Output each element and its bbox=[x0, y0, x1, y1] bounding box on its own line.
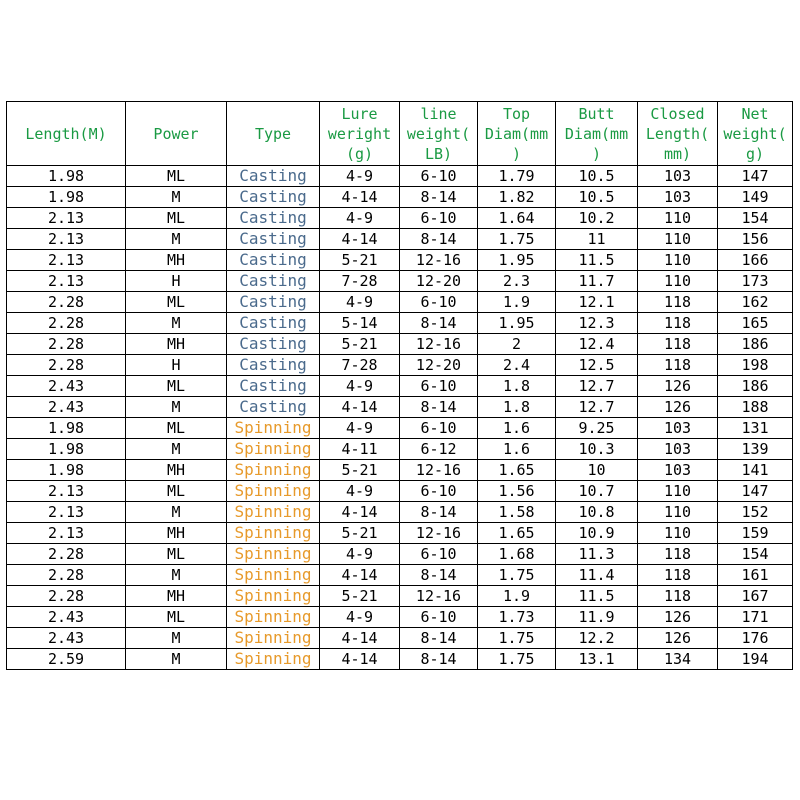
length-cell: 1.98 bbox=[7, 439, 126, 460]
line-weight-cell: 8-14 bbox=[400, 565, 478, 586]
header-lure-weight: Lure weright (g) bbox=[320, 102, 400, 166]
length-cell: 2.28 bbox=[7, 544, 126, 565]
lure-weight-cell: 4-14 bbox=[320, 649, 400, 670]
lure-weight-cell: 4-9 bbox=[320, 376, 400, 397]
butt-diameter-cell: 12.7 bbox=[556, 376, 638, 397]
power-cell: M bbox=[126, 313, 227, 334]
header-power: Power bbox=[126, 102, 227, 166]
top-diameter-cell: 1.8 bbox=[478, 376, 556, 397]
length-cell: 2.59 bbox=[7, 649, 126, 670]
closed-length-cell: 110 bbox=[638, 523, 718, 544]
type-cell: Spinning bbox=[227, 628, 320, 649]
lure-weight-cell: 5-21 bbox=[320, 334, 400, 355]
butt-diameter-cell: 10.9 bbox=[556, 523, 638, 544]
top-diameter-cell: 1.95 bbox=[478, 313, 556, 334]
net-weight-cell: 198 bbox=[718, 355, 793, 376]
table-row bbox=[7, 271, 793, 292]
net-weight-cell: 161 bbox=[718, 565, 793, 586]
type-cell: Spinning bbox=[227, 544, 320, 565]
table-row bbox=[7, 460, 793, 481]
table-row bbox=[7, 376, 793, 397]
table-row bbox=[7, 250, 793, 271]
net-weight-cell: 141 bbox=[718, 460, 793, 481]
top-diameter-cell: 1.6 bbox=[478, 439, 556, 460]
top-diameter-cell: 1.64 bbox=[478, 208, 556, 229]
top-diameter-cell: 2.4 bbox=[478, 355, 556, 376]
type-cell: Spinning bbox=[227, 418, 320, 439]
power-cell: MH bbox=[126, 460, 227, 481]
table-row bbox=[7, 355, 793, 376]
line-weight-cell: 8-14 bbox=[400, 313, 478, 334]
closed-length-cell: 118 bbox=[638, 586, 718, 607]
table-row bbox=[7, 166, 793, 187]
table-row bbox=[7, 313, 793, 334]
table-row bbox=[7, 523, 793, 544]
net-weight-cell: 156 bbox=[718, 229, 793, 250]
top-diameter-cell: 1.79 bbox=[478, 166, 556, 187]
power-cell: ML bbox=[126, 166, 227, 187]
lure-weight-cell: 4-14 bbox=[320, 229, 400, 250]
closed-length-cell: 118 bbox=[638, 313, 718, 334]
line-weight-cell: 8-14 bbox=[400, 628, 478, 649]
closed-length-cell: 118 bbox=[638, 544, 718, 565]
type-cell: Casting bbox=[227, 271, 320, 292]
header-row bbox=[7, 102, 793, 166]
length-cell: 2.43 bbox=[7, 376, 126, 397]
butt-diameter-cell: 11.9 bbox=[556, 607, 638, 628]
net-weight-cell: 147 bbox=[718, 481, 793, 502]
net-weight-cell: 139 bbox=[718, 439, 793, 460]
power-cell: M bbox=[126, 229, 227, 250]
header-length: Length(M) bbox=[7, 102, 126, 166]
closed-length-cell: 134 bbox=[638, 649, 718, 670]
line-weight-cell: 12-16 bbox=[400, 334, 478, 355]
line-weight-cell: 8-14 bbox=[400, 502, 478, 523]
lure-weight-cell: 4-9 bbox=[320, 418, 400, 439]
type-cell: Spinning bbox=[227, 481, 320, 502]
net-weight-cell: 154 bbox=[718, 208, 793, 229]
length-cell: 2.43 bbox=[7, 397, 126, 418]
top-diameter-cell: 1.82 bbox=[478, 187, 556, 208]
top-diameter-cell: 1.56 bbox=[478, 481, 556, 502]
closed-length-cell: 103 bbox=[638, 166, 718, 187]
net-weight-cell: 162 bbox=[718, 292, 793, 313]
net-weight-cell: 171 bbox=[718, 607, 793, 628]
power-cell: M bbox=[126, 439, 227, 460]
closed-length-cell: 126 bbox=[638, 397, 718, 418]
lure-weight-cell: 4-9 bbox=[320, 208, 400, 229]
butt-diameter-cell: 12.7 bbox=[556, 397, 638, 418]
closed-length-cell: 103 bbox=[638, 418, 718, 439]
line-weight-cell: 6-10 bbox=[400, 208, 478, 229]
type-cell: Spinning bbox=[227, 439, 320, 460]
power-cell: MH bbox=[126, 586, 227, 607]
table-row bbox=[7, 502, 793, 523]
closed-length-cell: 103 bbox=[638, 439, 718, 460]
butt-diameter-cell: 9.25 bbox=[556, 418, 638, 439]
line-weight-cell: 12-16 bbox=[400, 523, 478, 544]
type-cell: Casting bbox=[227, 334, 320, 355]
power-cell: ML bbox=[126, 607, 227, 628]
butt-diameter-cell: 12.3 bbox=[556, 313, 638, 334]
length-cell: 2.28 bbox=[7, 292, 126, 313]
power-cell: ML bbox=[126, 544, 227, 565]
net-weight-cell: 165 bbox=[718, 313, 793, 334]
closed-length-cell: 110 bbox=[638, 271, 718, 292]
type-cell: Spinning bbox=[227, 649, 320, 670]
length-cell: 2.13 bbox=[7, 208, 126, 229]
type-cell: Spinning bbox=[227, 586, 320, 607]
butt-diameter-cell: 11.4 bbox=[556, 565, 638, 586]
rod-spec-table bbox=[6, 101, 793, 670]
lure-weight-cell: 4-14 bbox=[320, 628, 400, 649]
lure-weight-cell: 4-9 bbox=[320, 166, 400, 187]
table-row bbox=[7, 481, 793, 502]
type-cell: Spinning bbox=[227, 460, 320, 481]
length-cell: 2.13 bbox=[7, 229, 126, 250]
lure-weight-cell: 7-28 bbox=[320, 271, 400, 292]
length-cell: 2.28 bbox=[7, 586, 126, 607]
line-weight-cell: 8-14 bbox=[400, 229, 478, 250]
table-row bbox=[7, 187, 793, 208]
butt-diameter-cell: 11 bbox=[556, 229, 638, 250]
type-cell: Casting bbox=[227, 313, 320, 334]
table-row bbox=[7, 418, 793, 439]
table-row bbox=[7, 544, 793, 565]
table-row bbox=[7, 208, 793, 229]
butt-diameter-cell: 12.4 bbox=[556, 334, 638, 355]
closed-length-cell: 110 bbox=[638, 481, 718, 502]
type-cell: Casting bbox=[227, 355, 320, 376]
type-cell: Spinning bbox=[227, 502, 320, 523]
top-diameter-cell: 1.58 bbox=[478, 502, 556, 523]
closed-length-cell: 110 bbox=[638, 229, 718, 250]
table-row bbox=[7, 229, 793, 250]
power-cell: M bbox=[126, 649, 227, 670]
line-weight-cell: 6-10 bbox=[400, 607, 478, 628]
closed-length-cell: 103 bbox=[638, 187, 718, 208]
closed-length-cell: 126 bbox=[638, 376, 718, 397]
net-weight-cell: 167 bbox=[718, 586, 793, 607]
net-weight-cell: 154 bbox=[718, 544, 793, 565]
header-line-weight: line weight( LB) bbox=[400, 102, 478, 166]
line-weight-cell: 6-10 bbox=[400, 481, 478, 502]
closed-length-cell: 126 bbox=[638, 628, 718, 649]
table-body bbox=[7, 166, 793, 670]
butt-diameter-cell: 12.1 bbox=[556, 292, 638, 313]
line-weight-cell: 8-14 bbox=[400, 187, 478, 208]
table-row bbox=[7, 649, 793, 670]
line-weight-cell: 6-10 bbox=[400, 376, 478, 397]
net-weight-cell: 159 bbox=[718, 523, 793, 544]
lure-weight-cell: 5-14 bbox=[320, 313, 400, 334]
top-diameter-cell: 1.75 bbox=[478, 649, 556, 670]
power-cell: M bbox=[126, 397, 227, 418]
length-cell: 1.98 bbox=[7, 166, 126, 187]
lure-weight-cell: 4-14 bbox=[320, 397, 400, 418]
line-weight-cell: 6-12 bbox=[400, 439, 478, 460]
butt-diameter-cell: 10.7 bbox=[556, 481, 638, 502]
power-cell: MH bbox=[126, 334, 227, 355]
table-row bbox=[7, 292, 793, 313]
top-diameter-cell: 1.75 bbox=[478, 565, 556, 586]
lure-weight-cell: 4-14 bbox=[320, 502, 400, 523]
net-weight-cell: 152 bbox=[718, 502, 793, 523]
top-diameter-cell: 1.75 bbox=[478, 229, 556, 250]
line-weight-cell: 8-14 bbox=[400, 649, 478, 670]
length-cell: 2.13 bbox=[7, 271, 126, 292]
butt-diameter-cell: 10.5 bbox=[556, 187, 638, 208]
table-row bbox=[7, 607, 793, 628]
closed-length-cell: 126 bbox=[638, 607, 718, 628]
header-closed-length: Closed Length( mm) bbox=[638, 102, 718, 166]
line-weight-cell: 6-10 bbox=[400, 544, 478, 565]
butt-diameter-cell: 12.2 bbox=[556, 628, 638, 649]
line-weight-cell: 12-20 bbox=[400, 271, 478, 292]
butt-diameter-cell: 10 bbox=[556, 460, 638, 481]
net-weight-cell: 131 bbox=[718, 418, 793, 439]
table-row bbox=[7, 334, 793, 355]
type-cell: Casting bbox=[227, 187, 320, 208]
line-weight-cell: 12-16 bbox=[400, 586, 478, 607]
top-diameter-cell: 2.3 bbox=[478, 271, 556, 292]
power-cell: M bbox=[126, 565, 227, 586]
lure-weight-cell: 5-21 bbox=[320, 523, 400, 544]
power-cell: MH bbox=[126, 250, 227, 271]
line-weight-cell: 12-16 bbox=[400, 250, 478, 271]
header-type: Type bbox=[227, 102, 320, 166]
header-net-weight: Net weight( g) bbox=[718, 102, 793, 166]
net-weight-cell: 166 bbox=[718, 250, 793, 271]
net-weight-cell: 186 bbox=[718, 334, 793, 355]
top-diameter-cell: 1.9 bbox=[478, 586, 556, 607]
line-weight-cell: 6-10 bbox=[400, 292, 478, 313]
butt-diameter-cell: 11.7 bbox=[556, 271, 638, 292]
lure-weight-cell: 5-21 bbox=[320, 250, 400, 271]
top-diameter-cell: 1.68 bbox=[478, 544, 556, 565]
lure-weight-cell: 4-9 bbox=[320, 607, 400, 628]
table-row bbox=[7, 586, 793, 607]
net-weight-cell: 186 bbox=[718, 376, 793, 397]
top-diameter-cell: 1.6 bbox=[478, 418, 556, 439]
closed-length-cell: 118 bbox=[638, 565, 718, 586]
top-diameter-cell: 1.8 bbox=[478, 397, 556, 418]
butt-diameter-cell: 11.5 bbox=[556, 250, 638, 271]
power-cell: MH bbox=[126, 523, 227, 544]
power-cell: H bbox=[126, 355, 227, 376]
net-weight-cell: 176 bbox=[718, 628, 793, 649]
length-cell: 2.13 bbox=[7, 523, 126, 544]
top-diameter-cell: 1.95 bbox=[478, 250, 556, 271]
net-weight-cell: 188 bbox=[718, 397, 793, 418]
butt-diameter-cell: 13.1 bbox=[556, 649, 638, 670]
closed-length-cell: 118 bbox=[638, 292, 718, 313]
power-cell: M bbox=[126, 628, 227, 649]
lure-weight-cell: 4-9 bbox=[320, 544, 400, 565]
line-weight-cell: 12-16 bbox=[400, 460, 478, 481]
power-cell: ML bbox=[126, 208, 227, 229]
top-diameter-cell: 1.73 bbox=[478, 607, 556, 628]
top-diameter-cell: 1.65 bbox=[478, 460, 556, 481]
power-cell: ML bbox=[126, 481, 227, 502]
table-row bbox=[7, 397, 793, 418]
power-cell: M bbox=[126, 502, 227, 523]
net-weight-cell: 149 bbox=[718, 187, 793, 208]
lure-weight-cell: 4-11 bbox=[320, 439, 400, 460]
length-cell: 1.98 bbox=[7, 187, 126, 208]
table-row bbox=[7, 439, 793, 460]
length-cell: 2.13 bbox=[7, 250, 126, 271]
closed-length-cell: 103 bbox=[638, 460, 718, 481]
closed-length-cell: 110 bbox=[638, 208, 718, 229]
butt-diameter-cell: 10.8 bbox=[556, 502, 638, 523]
net-weight-cell: 147 bbox=[718, 166, 793, 187]
line-weight-cell: 8-14 bbox=[400, 397, 478, 418]
lure-weight-cell: 4-14 bbox=[320, 565, 400, 586]
type-cell: Casting bbox=[227, 292, 320, 313]
length-cell: 1.98 bbox=[7, 418, 126, 439]
power-cell: ML bbox=[126, 418, 227, 439]
butt-diameter-cell: 11.5 bbox=[556, 586, 638, 607]
lure-weight-cell: 5-21 bbox=[320, 586, 400, 607]
lure-weight-cell: 4-9 bbox=[320, 292, 400, 313]
length-cell: 2.43 bbox=[7, 607, 126, 628]
power-cell: M bbox=[126, 187, 227, 208]
header-top-diameter: Top Diam(mm ) bbox=[478, 102, 556, 166]
closed-length-cell: 118 bbox=[638, 355, 718, 376]
lure-weight-cell: 5-21 bbox=[320, 460, 400, 481]
line-weight-cell: 6-10 bbox=[400, 418, 478, 439]
type-cell: Spinning bbox=[227, 565, 320, 586]
top-diameter-cell: 2 bbox=[478, 334, 556, 355]
length-cell: 2.28 bbox=[7, 313, 126, 334]
length-cell: 2.28 bbox=[7, 565, 126, 586]
length-cell: 2.28 bbox=[7, 334, 126, 355]
type-cell: Spinning bbox=[227, 523, 320, 544]
butt-diameter-cell: 10.5 bbox=[556, 166, 638, 187]
type-cell: Casting bbox=[227, 208, 320, 229]
line-weight-cell: 6-10 bbox=[400, 166, 478, 187]
lure-weight-cell: 7-28 bbox=[320, 355, 400, 376]
net-weight-cell: 194 bbox=[718, 649, 793, 670]
lure-weight-cell: 4-9 bbox=[320, 481, 400, 502]
closed-length-cell: 118 bbox=[638, 334, 718, 355]
power-cell: H bbox=[126, 271, 227, 292]
table-row bbox=[7, 628, 793, 649]
closed-length-cell: 110 bbox=[638, 502, 718, 523]
power-cell: ML bbox=[126, 292, 227, 313]
closed-length-cell: 110 bbox=[638, 250, 718, 271]
butt-diameter-cell: 10.2 bbox=[556, 208, 638, 229]
type-cell: Casting bbox=[227, 376, 320, 397]
butt-diameter-cell: 10.3 bbox=[556, 439, 638, 460]
length-cell: 2.13 bbox=[7, 481, 126, 502]
butt-diameter-cell: 11.3 bbox=[556, 544, 638, 565]
butt-diameter-cell: 12.5 bbox=[556, 355, 638, 376]
top-diameter-cell: 1.75 bbox=[478, 628, 556, 649]
type-cell: Casting bbox=[227, 229, 320, 250]
type-cell: Casting bbox=[227, 166, 320, 187]
power-cell: ML bbox=[126, 376, 227, 397]
type-cell: Casting bbox=[227, 250, 320, 271]
top-diameter-cell: 1.9 bbox=[478, 292, 556, 313]
length-cell: 2.43 bbox=[7, 628, 126, 649]
length-cell: 2.28 bbox=[7, 355, 126, 376]
net-weight-cell: 173 bbox=[718, 271, 793, 292]
length-cell: 2.13 bbox=[7, 502, 126, 523]
lure-weight-cell: 4-14 bbox=[320, 187, 400, 208]
length-cell: 1.98 bbox=[7, 460, 126, 481]
type-cell: Casting bbox=[227, 397, 320, 418]
table-row bbox=[7, 565, 793, 586]
top-diameter-cell: 1.65 bbox=[478, 523, 556, 544]
line-weight-cell: 12-20 bbox=[400, 355, 478, 376]
header-butt-diameter: Butt Diam(mm ) bbox=[556, 102, 638, 166]
type-cell: Spinning bbox=[227, 607, 320, 628]
